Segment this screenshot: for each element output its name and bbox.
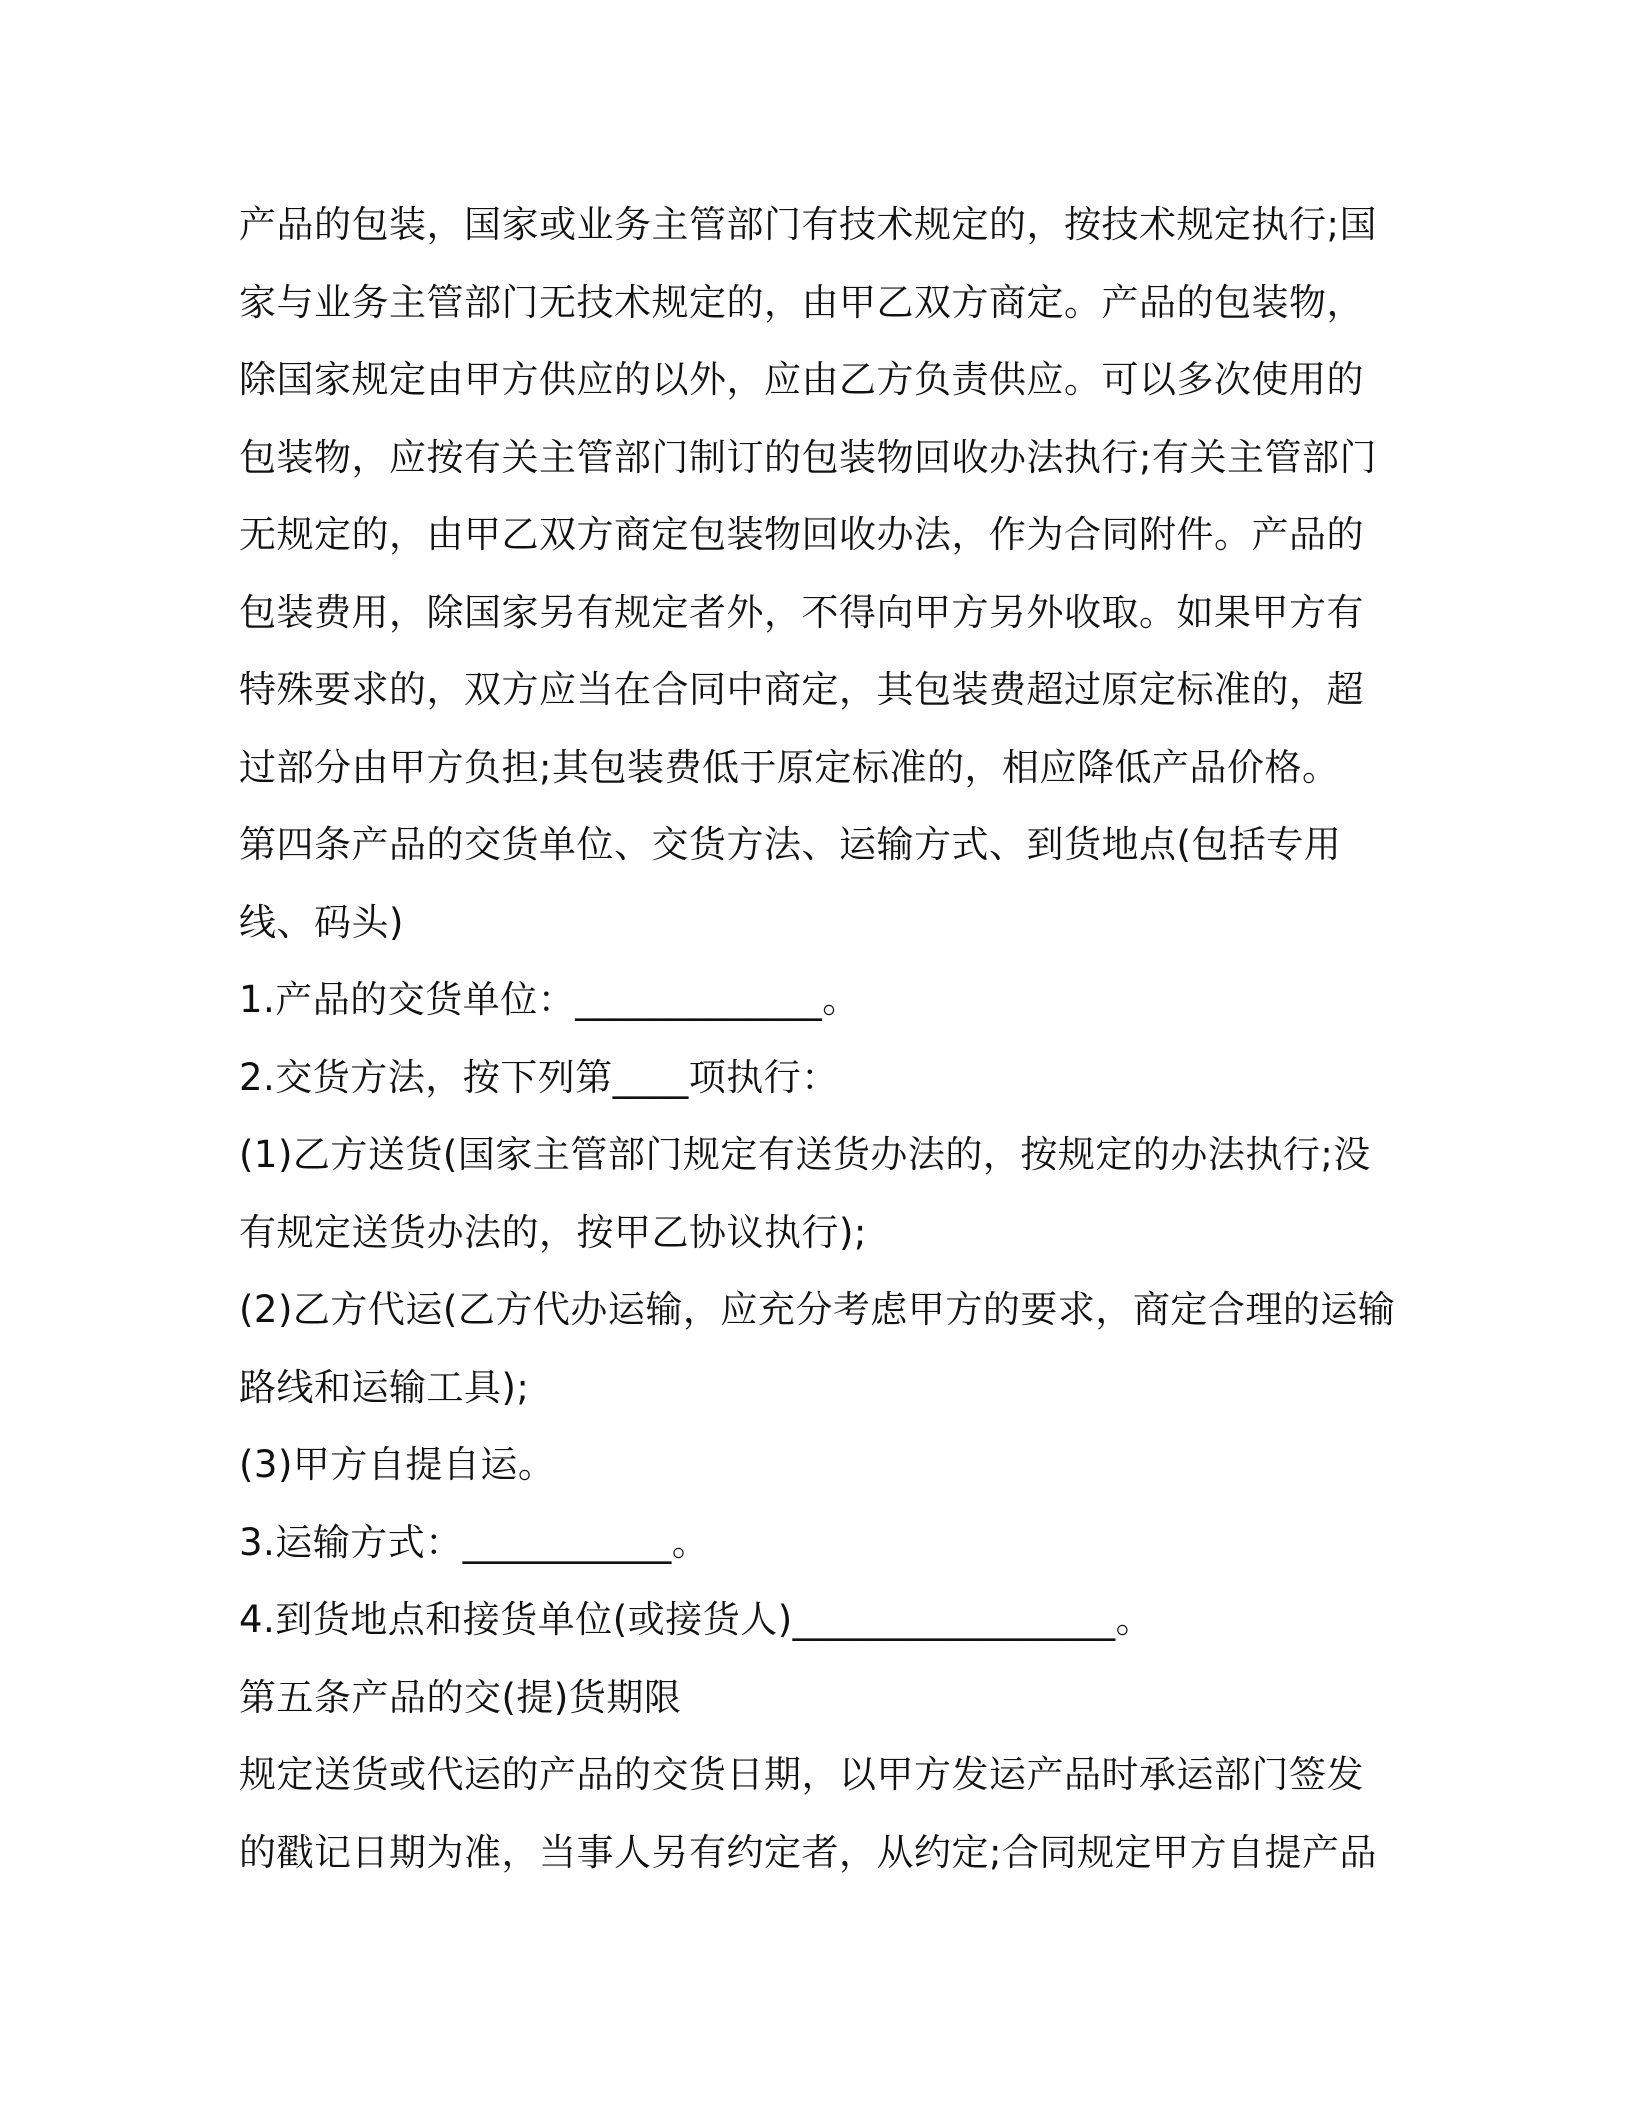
item-delivery-method: 2.交货方法，按下列第____项执行： xyxy=(239,1055,839,1099)
article-5-heading: 第五条产品的交(提)货期限 xyxy=(239,1675,682,1719)
article-4-heading: 第四条产品的交货单位、交货方法、运输方式、到货地点(包括专用线、码头) xyxy=(239,823,1342,944)
item-transport-mode: 3.运输方式：___________。 xyxy=(239,1520,710,1564)
paragraph-delivery-date: 规定送货或代运的产品的交货日期，以甲方发运产品时承运部门签发的戳记日期为准，当事人另有约定者，从约定;合同规定甲方自提产品 xyxy=(239,1753,1377,1874)
option-seller-shipping: (2)乙方代运(乙方代办运输，应充分考虑甲方的要求，商定合理的运输路线和运输工具); xyxy=(239,1288,1396,1409)
document-body xyxy=(239,186,1399,1891)
item-delivery-unit: 1.产品的交货单位：_____________。 xyxy=(239,978,860,1021)
paragraph-packaging: 产品的包装，国家或业务主管部门有技术规定的，按技术规定执行;国家与业务主管部门无技术规定的，由甲乙双方商定。产品的包装物，除国家规定由甲方供应的以外，应由乙方负责供应。可以多次使用的包装物，应按有关主管部门制订的包装物回收办法执行;有关主管部门无规定的，由甲乙双方商定包装物回收办法，作为合同附件。产品的包装费用，除国家另有规定者外，不得向甲方另外收取。如果甲方有特殊要求的，双方应当在合同中商定，其包装费超过原定标准的，超过部分由甲方负担;其包装费低于原定标准的，相应降低产品价格。 xyxy=(239,203,1377,789)
item-destination: 4.到货地点和接货单位(或接货人)_________________。 xyxy=(239,1598,1154,1641)
option-seller-delivery: (1)乙方送货(国家主管部门规定有送货办法的，按规定的办法执行;没有规定送货办法的，按甲乙协议执行); xyxy=(239,1133,1371,1254)
option-buyer-pickup: (3)甲方自提自运。 xyxy=(239,1443,556,1486)
